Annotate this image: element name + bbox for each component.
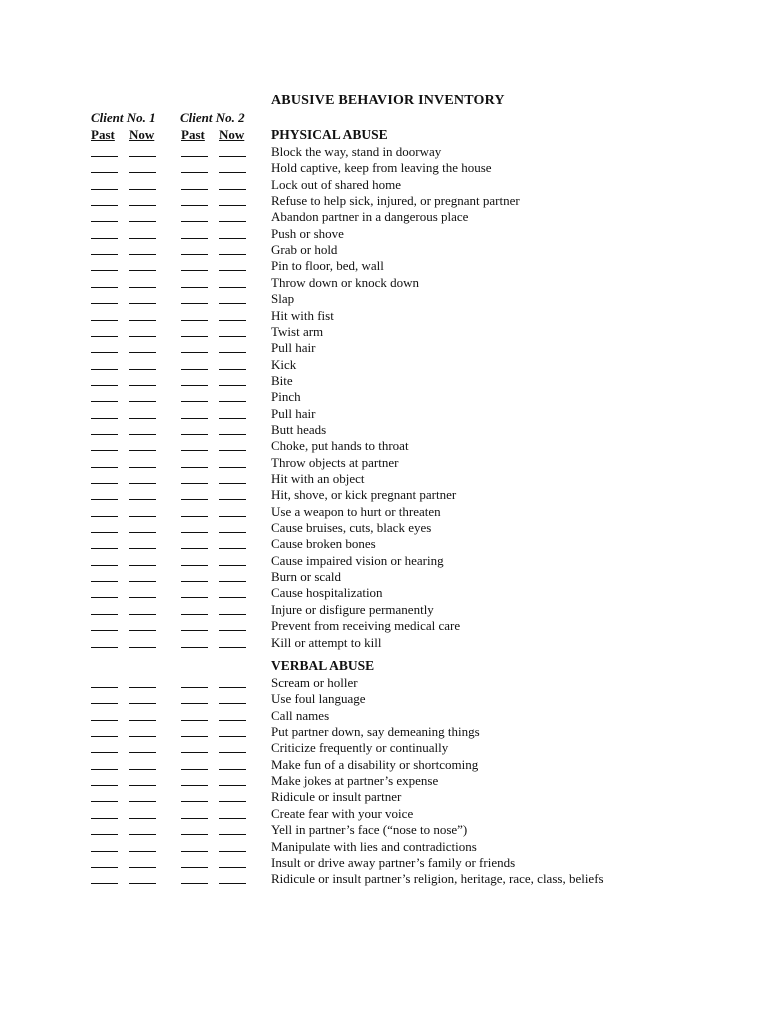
client-1-past-blank[interactable] [91, 834, 118, 835]
behavior-item: Pull hair [271, 405, 316, 421]
client-2-now-blank[interactable] [219, 467, 246, 468]
client-2-past-blank[interactable] [181, 532, 208, 533]
client-2-past-blank[interactable] [181, 752, 208, 753]
behavior-item: Cause broken bones [271, 536, 376, 552]
client-2-now-blank[interactable] [219, 320, 246, 321]
inventory-row [0, 160, 768, 176]
behavior-item: Make jokes at partner’s expense [271, 773, 439, 789]
client-1-now-blank[interactable] [129, 270, 156, 271]
client-2-now-blank[interactable] [219, 450, 246, 451]
client-1-past-header: Past [91, 127, 115, 142]
client-1-past-blank[interactable] [91, 156, 118, 157]
client-2-now-blank[interactable] [219, 499, 246, 500]
client-2-now-blank[interactable] [219, 336, 246, 337]
client-1-now-blank[interactable] [129, 254, 156, 255]
client-2-now-blank[interactable] [219, 565, 246, 566]
client-2-past-blank[interactable] [181, 287, 208, 288]
client-2-now-blank[interactable] [219, 238, 246, 239]
client-1-now-blank[interactable] [129, 320, 156, 321]
behavior-item: Block the way, stand in doorway [271, 144, 442, 159]
client-1-past-blank[interactable] [91, 630, 118, 631]
inventory-row [0, 308, 768, 324]
client-2-past-blank[interactable] [181, 801, 208, 802]
client-2-past-blank[interactable] [181, 736, 208, 737]
inventory-row [0, 789, 768, 805]
inventory-row [0, 324, 768, 340]
client-1-past-blank[interactable] [91, 883, 118, 884]
inventory-row [0, 602, 768, 618]
client-1-past-blank[interactable] [91, 450, 118, 451]
client-1-now-blank[interactable] [129, 156, 156, 157]
inventory-row [0, 242, 768, 258]
client-2-now-blank[interactable] [219, 687, 246, 688]
behavior-item: Create fear with your voice [271, 805, 414, 821]
inventory-row [0, 177, 768, 193]
inventory-row [0, 708, 768, 724]
behavior-item: Pin to floor, bed, wall [271, 258, 384, 274]
client-1-now-blank[interactable] [129, 238, 156, 239]
client-1-now-blank[interactable] [129, 581, 156, 582]
client-2-now-blank[interactable] [219, 205, 246, 206]
client-1-past-blank[interactable] [91, 818, 118, 819]
client-2-label: Client No. 2 [180, 110, 245, 125]
inventory-row [0, 757, 768, 773]
client-1-past-blank[interactable] [91, 769, 118, 770]
client-1-now-blank[interactable] [129, 516, 156, 517]
client-2-past-blank[interactable] [181, 483, 208, 484]
client-1-now-blank[interactable] [129, 172, 156, 173]
client-2-past-blank[interactable] [181, 270, 208, 271]
client-1-now-blank[interactable] [129, 303, 156, 304]
client-2-past-blank[interactable] [181, 851, 208, 852]
client-2-past-blank[interactable] [181, 336, 208, 337]
client-2-now-blank[interactable] [219, 834, 246, 835]
client-1-past-blank[interactable] [91, 565, 118, 566]
inventory-row [0, 839, 768, 855]
behavior-item: Push or shove [271, 225, 344, 241]
client-1-now-blank[interactable] [129, 687, 156, 688]
client-1-now-blank[interactable] [129, 205, 156, 206]
client-2-now-blank[interactable] [219, 483, 246, 484]
client-2-now-blank[interactable] [219, 270, 246, 271]
behavior-item: Refuse to help sick, injured, or pregnant partner [271, 193, 520, 209]
behavior-item: Burn or scald [271, 569, 342, 585]
client-2-past-blank[interactable] [181, 467, 208, 468]
client-1-past-blank[interactable] [91, 687, 118, 688]
client-1-now-blank[interactable] [129, 385, 156, 386]
client-1-now-blank[interactable] [129, 818, 156, 819]
inventory-row [0, 855, 768, 871]
behavior-item: Make fun of a disability or shortcoming [271, 756, 479, 772]
behavior-item: Choke, put hands to throat [271, 438, 409, 454]
client-2-past-blank[interactable] [181, 883, 208, 884]
inventory-row [0, 618, 768, 634]
client-2-now-blank[interactable] [219, 752, 246, 753]
client-1-past-blank[interactable] [91, 369, 118, 370]
behavior-item: Pinch [271, 389, 301, 405]
client-2-past-blank[interactable] [181, 647, 208, 648]
client-1-past-blank[interactable] [91, 238, 118, 239]
client-2-now-blank[interactable] [219, 156, 246, 157]
inventory-row [0, 258, 768, 274]
client-1-now-blank[interactable] [129, 720, 156, 721]
inventory-row [0, 740, 768, 756]
client-2-now-blank[interactable] [219, 647, 246, 648]
client-2-past-blank[interactable] [181, 320, 208, 321]
client-1-past-blank[interactable] [91, 320, 118, 321]
client-1-past-blank[interactable] [91, 303, 118, 304]
client-1-past-blank[interactable] [91, 385, 118, 386]
client-2-past-blank[interactable] [181, 720, 208, 721]
client-2-now-blank[interactable] [219, 221, 246, 222]
client-2-now-blank[interactable] [219, 785, 246, 786]
client-1-past-blank[interactable] [91, 270, 118, 271]
physical-abuse-heading: PHYSICAL ABUSE [271, 127, 388, 142]
client-1-past-blank[interactable] [91, 287, 118, 288]
client-2-past-blank[interactable] [181, 630, 208, 631]
client-1-now-blank[interactable] [129, 647, 156, 648]
client-1-past-blank[interactable] [91, 483, 118, 484]
client-1-now-blank[interactable] [129, 434, 156, 435]
client-1-past-blank[interactable] [91, 752, 118, 753]
client-2-now-blank[interactable] [219, 532, 246, 533]
behavior-item: Lock out of shared home [271, 176, 401, 192]
inventory-row [0, 422, 768, 438]
client-2-past-blank[interactable] [181, 450, 208, 451]
inventory-row [0, 291, 768, 307]
client-1-past-blank[interactable] [91, 597, 118, 598]
client-2-now-blank[interactable] [219, 352, 246, 353]
client-2-past-blank[interactable] [181, 434, 208, 435]
client-2-past-blank[interactable] [181, 385, 208, 386]
client-1-past-blank[interactable] [91, 851, 118, 852]
client-1-label: Client No. 1 [91, 110, 156, 125]
client-1-past-blank[interactable] [91, 221, 118, 222]
client-2-now-blank[interactable] [219, 801, 246, 802]
client-2-past-blank[interactable] [181, 254, 208, 255]
client-1-past-blank[interactable] [91, 254, 118, 255]
client-2-now-blank[interactable] [219, 883, 246, 884]
client-2-past-blank[interactable] [181, 189, 208, 190]
client-1-now-blank[interactable] [129, 532, 156, 533]
behavior-item: Pull hair [271, 340, 316, 356]
client-1-now-blank[interactable] [129, 418, 156, 419]
client-2-past-blank[interactable] [181, 156, 208, 157]
client-1-now-blank[interactable] [129, 287, 156, 288]
client-2-now-blank[interactable] [219, 254, 246, 255]
client-2-now-blank[interactable] [219, 867, 246, 868]
client-2-past-blank[interactable] [181, 565, 208, 566]
client-2-past-blank[interactable] [181, 369, 208, 370]
behavior-item: Cause hospitalization [271, 585, 383, 601]
client-2-past-blank[interactable] [181, 172, 208, 173]
client-1-now-blank[interactable] [129, 221, 156, 222]
inventory-row [0, 635, 768, 651]
client-2-past-blank[interactable] [181, 614, 208, 615]
client-2-now-blank[interactable] [219, 769, 246, 770]
behavior-item: Abandon partner in a dangerous place [271, 209, 469, 225]
inventory-row [0, 406, 768, 422]
behavior-item: Hold captive, keep from leaving the house [271, 160, 492, 176]
client-2-past-blank[interactable] [181, 834, 208, 835]
client-2-now-blank[interactable] [219, 720, 246, 721]
client-1-past-blank[interactable] [91, 401, 118, 402]
inventory-row [0, 471, 768, 487]
document-title: ABUSIVE BEHAVIOR INVENTORY [271, 93, 505, 108]
behavior-item: Hit with an object [271, 471, 365, 486]
inventory-row [0, 373, 768, 389]
client-2-past-blank[interactable] [181, 769, 208, 770]
client-2-past-blank[interactable] [181, 418, 208, 419]
behavior-item: Injure or disfigure permanently [271, 601, 434, 617]
inventory-row [0, 487, 768, 503]
behavior-item: Twist arm [271, 323, 324, 339]
client-1-past-blank[interactable] [91, 548, 118, 549]
inventory-row [0, 553, 768, 569]
behavior-item: Bite [271, 372, 293, 388]
behavior-item: Use a weapon to hurt or threaten [271, 503, 441, 519]
client-1-now-blank[interactable] [129, 565, 156, 566]
inventory-row [0, 455, 768, 471]
client-1-past-blank[interactable] [91, 647, 118, 648]
behavior-item: Cause bruises, cuts, black eyes [271, 520, 432, 536]
client-1-past-blank[interactable] [91, 720, 118, 721]
inventory-row [0, 275, 768, 291]
client-2-past-blank[interactable] [181, 303, 208, 304]
inventory-row [0, 871, 768, 887]
inventory-row [0, 585, 768, 601]
client-1-past-blank[interactable] [91, 189, 118, 190]
inventory-row [0, 193, 768, 209]
inventory-row [0, 773, 768, 789]
behavior-item: Cause impaired vision or hearing [271, 552, 444, 568]
client-1-now-blank[interactable] [129, 785, 156, 786]
client-1-now-header: Now [129, 127, 155, 142]
client-2-past-blank[interactable] [181, 205, 208, 206]
client-1-past-blank[interactable] [91, 532, 118, 533]
client-2-now-blank[interactable] [219, 172, 246, 173]
client-2-past-blank[interactable] [181, 499, 208, 500]
client-1-now-blank[interactable] [129, 450, 156, 451]
client-1-past-blank[interactable] [91, 867, 118, 868]
client-1-past-blank[interactable] [91, 467, 118, 468]
inventory-row [0, 357, 768, 373]
client-2-now-blank[interactable] [219, 851, 246, 852]
client-2-now-blank[interactable] [219, 548, 246, 549]
behavior-item: Ridicule or insult partner’s religion, heritage, race, class, beliefs [271, 871, 604, 887]
client-1-now-blank[interactable] [129, 883, 156, 884]
client-1-now-blank[interactable] [129, 548, 156, 549]
client-1-past-blank[interactable] [91, 172, 118, 173]
client-1-now-blank[interactable] [129, 834, 156, 835]
behavior-item: Criticize frequently or continually [271, 740, 449, 756]
behavior-item: Kill or attempt to kill [271, 634, 382, 650]
behavior-item: Put partner down, say demeaning things [271, 724, 480, 740]
client-1-now-blank[interactable] [129, 369, 156, 370]
client-2-past-blank[interactable] [181, 516, 208, 517]
client-1-now-blank[interactable] [129, 630, 156, 631]
client-2-past-blank[interactable] [181, 238, 208, 239]
client-2-past-blank[interactable] [181, 818, 208, 819]
client-2-past-blank[interactable] [181, 548, 208, 549]
client-1-past-blank[interactable] [91, 614, 118, 615]
client-1-now-blank[interactable] [129, 336, 156, 337]
client-2-past-blank[interactable] [181, 703, 208, 704]
behavior-item: Manipulate with lies and contradictions [271, 838, 477, 854]
inventory-row [0, 209, 768, 225]
client-2-past-blank[interactable] [181, 785, 208, 786]
client-1-past-blank[interactable] [91, 581, 118, 582]
behavior-item: Kick [271, 356, 297, 372]
inventory-row [0, 691, 768, 707]
client-1-past-blank[interactable] [91, 205, 118, 206]
client-1-now-blank[interactable] [129, 189, 156, 190]
verbal-abuse-heading: VERBAL ABUSE [271, 658, 375, 673]
client-2-now-blank[interactable] [219, 597, 246, 598]
behavior-item: Insult or drive away partner’s family or friends [271, 854, 516, 870]
client-1-past-blank[interactable] [91, 736, 118, 737]
client-2-past-header: Past [181, 127, 205, 142]
client-2-now-blank[interactable] [219, 434, 246, 435]
client-1-past-blank[interactable] [91, 418, 118, 419]
behavior-item: Hit with fist [271, 307, 334, 323]
client-2-now-blank[interactable] [219, 736, 246, 737]
client-1-now-blank[interactable] [129, 801, 156, 802]
inventory-row [0, 806, 768, 822]
inventory-row [0, 520, 768, 536]
client-1-now-blank[interactable] [129, 736, 156, 737]
client-2-now-blank[interactable] [219, 703, 246, 704]
behavior-item: Hit, shove, or kick pregnant partner [271, 487, 457, 503]
client-1-now-blank[interactable] [129, 352, 156, 353]
behavior-item: Butt heads [271, 421, 327, 437]
client-2-past-blank[interactable] [181, 221, 208, 222]
behavior-item: Call names [271, 707, 330, 723]
client-1-past-blank[interactable] [91, 336, 118, 337]
inventory-row [0, 822, 768, 838]
client-1-now-blank[interactable] [129, 401, 156, 402]
behavior-item: Throw down or knock down [271, 274, 420, 290]
client-2-now-header: Now [219, 127, 245, 142]
inventory-row [0, 226, 768, 242]
client-2-past-blank[interactable] [181, 401, 208, 402]
client-2-past-blank[interactable] [181, 597, 208, 598]
client-1-past-blank[interactable] [91, 499, 118, 500]
behavior-item: Scream or holler [271, 675, 358, 690]
behavior-item: Slap [271, 291, 295, 307]
client-2-now-blank[interactable] [219, 401, 246, 402]
client-1-now-blank[interactable] [129, 467, 156, 468]
client-2-now-blank[interactable] [219, 630, 246, 631]
behavior-item: Grab or hold [271, 242, 338, 258]
behavior-item: Prevent from receiving medical care [271, 618, 461, 634]
behavior-item: Use foul language [271, 691, 366, 707]
client-1-now-blank[interactable] [129, 769, 156, 770]
client-1-now-blank[interactable] [129, 867, 156, 868]
client-1-past-blank[interactable] [91, 516, 118, 517]
client-1-past-blank[interactable] [91, 352, 118, 353]
inventory-row [0, 536, 768, 552]
client-1-now-blank[interactable] [129, 703, 156, 704]
client-2-now-blank[interactable] [219, 287, 246, 288]
client-2-past-blank[interactable] [181, 687, 208, 688]
client-1-now-blank[interactable] [129, 614, 156, 615]
client-2-now-blank[interactable] [219, 818, 246, 819]
client-1-past-blank[interactable] [91, 785, 118, 786]
inventory-row [0, 340, 768, 356]
inventory-row [0, 438, 768, 454]
client-2-now-blank[interactable] [219, 369, 246, 370]
inventory-row [0, 144, 768, 160]
inventory-row [0, 569, 768, 585]
behavior-item: Ridicule or insult partner [271, 789, 402, 805]
client-2-now-blank[interactable] [219, 385, 246, 386]
client-1-past-blank[interactable] [91, 703, 118, 704]
client-2-now-blank[interactable] [219, 418, 246, 419]
behavior-item: Yell in partner’s face (“nose to nose”) [271, 822, 468, 838]
client-2-past-blank[interactable] [181, 352, 208, 353]
client-2-past-blank[interactable] [181, 581, 208, 582]
client-1-now-blank[interactable] [129, 499, 156, 500]
behavior-item: Throw objects at partner [271, 454, 399, 470]
inventory-row [0, 675, 768, 691]
client-1-past-blank[interactable] [91, 434, 118, 435]
client-2-now-blank[interactable] [219, 189, 246, 190]
client-2-past-blank[interactable] [181, 867, 208, 868]
client-1-past-blank[interactable] [91, 801, 118, 802]
client-2-now-blank[interactable] [219, 614, 246, 615]
inventory-row [0, 389, 768, 405]
client-1-now-blank[interactable] [129, 483, 156, 484]
client-2-now-blank[interactable] [219, 516, 246, 517]
client-1-now-blank[interactable] [129, 597, 156, 598]
client-2-now-blank[interactable] [219, 581, 246, 582]
client-2-now-blank[interactable] [219, 303, 246, 304]
client-1-now-blank[interactable] [129, 752, 156, 753]
client-1-now-blank[interactable] [129, 851, 156, 852]
inventory-row [0, 504, 768, 520]
inventory-row [0, 724, 768, 740]
